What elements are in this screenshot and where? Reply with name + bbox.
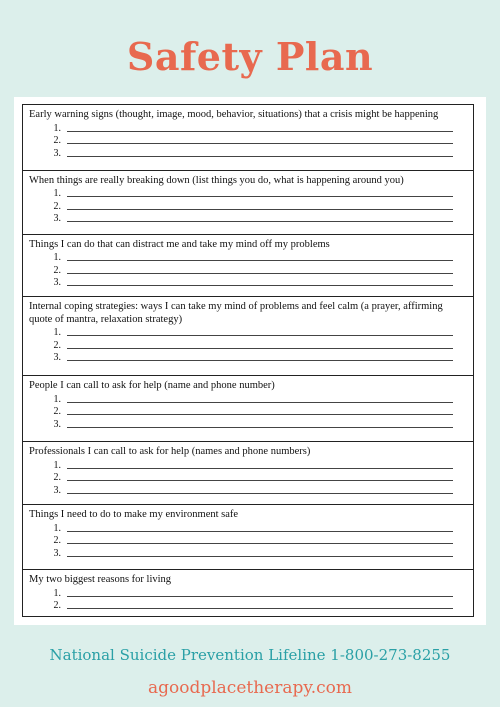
list-item <box>29 351 467 364</box>
list-item <box>29 586 467 599</box>
section-heading: Things I can do that can distract me and take my mind off my problems <box>29 238 330 250</box>
section-heading: Internal coping strategies: ways I can take my mind of problems and feel calm (a prayer, affirming quote of mantra, relaxation strategy) <box>29 300 443 325</box>
item-number: 1. <box>53 393 61 405</box>
list-item <box>29 471 467 484</box>
answer-line[interactable] <box>67 259 453 261</box>
form-sheet <box>14 97 486 625</box>
item-number: 1. <box>53 122 61 134</box>
section-breaking-down <box>23 171 473 235</box>
section-coping-strategies <box>23 297 473 377</box>
item-number: 1. <box>53 327 61 339</box>
item-number: 3. <box>53 277 61 289</box>
answer-line[interactable] <box>67 284 453 286</box>
list-item <box>29 534 467 547</box>
item-number: 2. <box>53 264 61 276</box>
list-item <box>29 146 467 159</box>
answer-line[interactable] <box>67 595 453 597</box>
answer-line[interactable] <box>67 220 453 222</box>
item-number: 1. <box>53 188 61 200</box>
answer-line[interactable] <box>67 492 453 494</box>
item-number: 2. <box>53 535 61 547</box>
item-number: 1. <box>53 252 61 264</box>
answer-line[interactable] <box>67 426 453 428</box>
answer-line[interactable] <box>67 542 453 544</box>
section-heading: People I can call to ask for help (name and phone number) <box>29 380 275 392</box>
list-item <box>29 599 467 612</box>
section-reasons-for-living <box>23 570 473 617</box>
page-title: Safety Plan <box>126 34 374 79</box>
list-item <box>29 521 467 534</box>
list-item <box>29 121 467 134</box>
section-heading: Early warning signs (thought, image, mood, behavior, situations) that a crisis might be happening <box>29 109 439 120</box>
list-item <box>29 483 467 496</box>
answer-line[interactable] <box>67 272 453 274</box>
section-early-warning-signs <box>23 105 473 171</box>
item-number: 3. <box>53 547 61 559</box>
list-item <box>29 187 467 200</box>
item-number: 3. <box>53 213 61 225</box>
item-number: 3. <box>53 352 61 364</box>
answer-line[interactable] <box>67 607 453 609</box>
answer-line[interactable] <box>67 155 453 157</box>
section-heading: My two biggest reasons for living <box>29 574 172 586</box>
website-link[interactable]: agoodplacetherapy.com <box>147 678 353 698</box>
answer-line[interactable] <box>67 413 453 415</box>
answer-line[interactable] <box>67 195 453 197</box>
item-number: 2. <box>53 339 61 351</box>
list-item <box>29 546 467 559</box>
answer-line[interactable] <box>67 401 453 403</box>
answer-line[interactable] <box>67 530 453 532</box>
answer-line[interactable] <box>67 130 453 132</box>
item-number: 2. <box>53 200 61 212</box>
safety-plan-form <box>22 104 474 617</box>
answer-line[interactable] <box>67 208 453 210</box>
answer-line[interactable] <box>67 347 453 349</box>
hotline-text: National Suicide Prevention Lifeline 1-800-273-8255 <box>49 646 451 664</box>
list-item <box>29 458 467 471</box>
section-professionals <box>23 442 473 505</box>
list-item <box>29 134 467 147</box>
answer-line[interactable] <box>67 142 453 144</box>
answer-line[interactable] <box>67 359 453 361</box>
item-number: 2. <box>53 600 61 612</box>
item-number: 3. <box>53 418 61 430</box>
list-item <box>29 251 467 264</box>
item-number: 1. <box>53 459 61 471</box>
list-item <box>29 276 467 289</box>
section-safe-environment <box>23 505 473 570</box>
answer-line[interactable] <box>67 334 453 336</box>
item-number: 3. <box>53 147 61 159</box>
answer-line[interactable] <box>67 555 453 557</box>
section-heading: Things I need to do to make my environment safe <box>29 509 239 521</box>
list-item <box>29 212 467 225</box>
item-number: 2. <box>53 135 61 146</box>
list-item <box>29 338 467 351</box>
list-item <box>29 263 467 276</box>
section-distractions <box>23 235 473 297</box>
list-item <box>29 405 467 418</box>
answer-line[interactable] <box>67 479 453 481</box>
item-number: 3. <box>53 484 61 496</box>
list-item <box>29 392 467 405</box>
item-number: 1. <box>53 522 61 534</box>
section-heading: Professionals I can call to ask for help (names and phone numbers) <box>29 446 311 458</box>
list-item <box>29 326 467 339</box>
section-people-to-call <box>23 376 473 442</box>
list-item <box>29 417 467 430</box>
section-heading: When things are really breaking down (list things you do, what is happening around you) <box>29 174 404 186</box>
item-number: 1. <box>53 587 61 599</box>
item-number: 2. <box>53 406 61 418</box>
item-number: 2. <box>53 472 61 484</box>
list-item <box>29 199 467 212</box>
answer-line[interactable] <box>67 467 453 469</box>
